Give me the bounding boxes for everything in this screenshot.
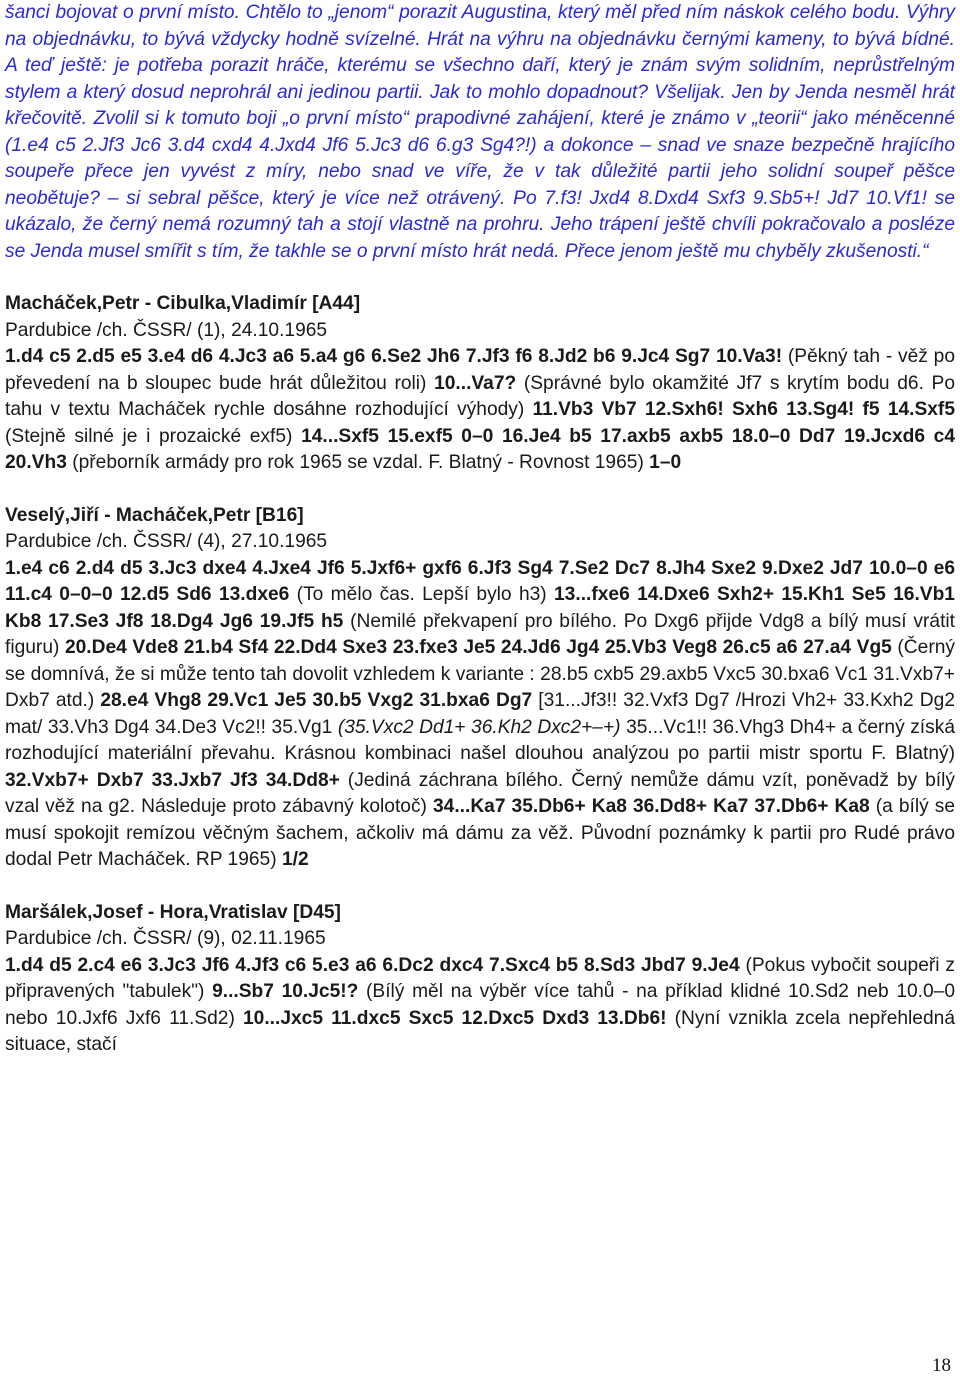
move-sequence: 32.Vxb7+ Dxb7 33.Jxb7 Jf3 34.Dd8+ [5,769,340,791]
commentary: (To mělo čas. Lepší bylo h3) [289,584,555,605]
move-sequence: 28.e4 Vhg8 29.Vc1 Je5 30.b5 Vxg2 31.bxa6 Dg7 [100,690,533,711]
move-sequence: 9...Sb7 10.Jc5!? [212,981,359,1002]
move-sequence: 11.Vb3 Vb7 12.Sxh6! Sxh6 13.Sg4! f5 14.Sxf5 [532,399,955,420]
variation: (35.Vxc2 Dd1+ 36.Kh2 Dxc2+–+) [337,716,621,738]
game-2 [5,503,955,874]
commentary: (přeborník armády pro rok 1965 se vzdal. F. Blatný - Rovnost 1965) [66,452,650,473]
commentary: (Pěkný tah - věž po převedení na b sloupec bude hrát důležitou roli) [5,346,955,394]
game-title: Maršálek,Josef - Hora,Vratislav [D45] [5,901,341,923]
move-sequence: 20.De4 Vde8 21.b4 Sf4 22.Dd4 Sxe3 23.fxe3 Je5 24.Jd6 Jg4 25.Vb3 Veg8 26.c5 a6 27.a4 Vg5 [64,637,892,658]
move-sequence: 14...Sxf5 15.exf5 0–0 16.Je4 b5 17.axb5 axb5 18.0–0 Dd7 19.Jcxd6 c4 20.Vh3 [5,425,956,473]
game-title: Macháček,Petr - Cibulka,Vladimír [A44] [5,293,361,314]
game-1 [5,291,955,477]
move-sequence: 1.e4 c6 2.d4 d5 3.Jc3 dxe4 4.Jxe4 Jf6 5.Jxf6+ gxf6 6.Jf3 Sg4 7.Se2 Dc7 8.Jh4 Sxe2 9.Dxe2 Jd7 10.0–0 e6 11.c4 0–0–0 12.d5 Sd6 13.dxe6 [5,557,955,605]
game-title: Veselý,Jiří - Macháček,Petr [B16] [5,504,304,526]
commentary: 35...Vc1!! 36.Vhg3 Dh4+ a černý získá rozhodující materiální převahu. Krásnou kombinaci našel dlouhou analýzou po partii mistr sportu F. Blatný) [5,716,955,764]
intro-paragraph: šanci bojovat o první místo. Chtělo to „jenom“ porazit Augustina, který měl před ním náskok celého bodu. Výhry na objednávku, to bývá vždycky hodně svízelné. Hrát na výhru na objednávku černými kameny, to bývá bídné. A teď ještě: je potřeba porazit hráče, kterému se všechno daří, který je znám svým solidním, neprůstřelným stylem a který dosud neprohrál ani jedinou partii. Jak to mohlo dopadnout? Všelijak. Jen by Jenda nesměl hrát křečovitě. Zvolil si k tomuto boji „o první místo“ prapodivné zahájení, které je známo v „teorii“ jako méněcenné (1.e4 c5 2.Jf3 Jc6 3.d4 cxd4 4.Jxd4 Jf6 5.Jc3 d6 6.g3 Sg4?!) a dokonce – snad ve snaze bezpečně hrajícího soupeře přece jen vyvést z míry, nebo snad ve víře, že v tak důležité partii jeho solidní soupeř pěšce neobětuje? – si sebral pěšce, který je více než otrávený. Po 7.f3! Jxd4 8.Dxd4 Sxf3 9.Sb5+! Jd7 10.Vf1! se ukázalo, že černý nemá rozumný tah a stojí vlastně na prohru. Jeho trápení ještě chvíli pokračovalo a posléze se Jenda musel smířit s tím, že takhle se o první místo hrát nedá. Přece jenom ještě mu chyběly zkušenosti.“ [5,2,955,262]
game-event: Pardubice /ch. ČSSR/ (4), 27.10.1965 [5,531,328,552]
move-sequence: 13...fxe6 14.Dxe6 Sxh2+ 15.Kh1 Se5 16.Vb1 Kb8 17.Se3 Jf8 18.Dg4 Jg6 19.Jf5 h5 [5,584,955,632]
commentary: (Černý se domnívá, že si může tento tah dovolit vzhledem k variante : 28.b5 cxb5 29.axb5 Vxc5 30.bxa6 Vc1 31.Vxb7+ Dxb7 atd.) [5,637,955,711]
commentary: (Jediná záchrana bílého. Černý nemůže dámu vzít, poněvadž by bílý vzal věž na g2. Následuje proto zábavný kolotoč) [5,769,955,817]
move-sequence: 34...Ka7 35.Db6+ Ka8 36.Dd8+ Ka7 37.Db6+ Ka8 [432,796,870,817]
move-sequence: 10...Jxc5 11.dxc5 Sxc5 12.Dxc5 Dxd3 13.Db6! [243,1007,667,1029]
game-event: Pardubice /ch. ČSSR/ (1), 24.10.1965 [5,319,328,341]
page-number: 18 [932,1355,951,1376]
commentary: (Stejně silné je i prozaické exf5) [5,425,302,447]
move-sequence: 1–0 [649,452,682,473]
document-page [5,0,955,1059]
game-moves [5,344,955,477]
commentary: (Nyní vznikla zcela nepřehledná situace, stačí [5,1007,955,1055]
commentary: (Pokus vybočit soupeři z připravených "tabulek") [5,954,955,1002]
commentary: (a bílý se musí spokojit remízou věčným šachem, ačkoliv má dámu za věž. Původní poznámky k partii pro Rudé právo dodal Petr Macháček. RP 1965) [5,796,955,870]
game-3 [5,900,955,1059]
move-sequence: 10...Va7? [434,372,517,394]
move-sequence: 1/2 [281,849,309,870]
move-sequence: 1.d4 c5 2.d5 e5 3.e4 d6 4.Jc3 a6 5.a4 g6 6.Se2 Jh6 7.Jf3 f6 8.Jd2 b6 9.Jc4 Sg7 10.Va3! [5,346,783,367]
game-moves [5,556,955,874]
commentary: [31...Jf3!! 32.Vxf3 Dg7 /Hrozi Vh2+ 33.Kxh2 Dg2 mat/ 33.Vh3 Dg4 34.De3 Vc2!! 35.Vg1 [5,690,955,738]
move-sequence: 1.d4 d5 2.c4 e6 3.Jc3 Jf6 4.Jf3 c6 5.e3 a6 6.Dc2 dxc4 7.Sxc4 b5 8.Sd3 Jbd7 9.Je4 [5,954,740,976]
commentary: (Správné bylo okamžité Jf7 s krytím bodu d6. Po tahu v textu Macháček rychle dosáhne rozhodující výhody) [5,372,955,420]
game-moves [5,953,955,1059]
commentary: (Bílý měl na výběr více tahů - na příklad klidné 10.Sd2 neb 10.0–0 nebo 10.Jxf6 Jxf6 11.Sd2) [5,981,955,1029]
game-event: Pardubice /ch. ČSSR/ (9), 02.11.1965 [5,928,326,949]
commentary: (Nemilé překvapení pro bílého. Po Dxg6 přijde Vdg8 a bílý musí vrátit figuru) [5,610,955,658]
